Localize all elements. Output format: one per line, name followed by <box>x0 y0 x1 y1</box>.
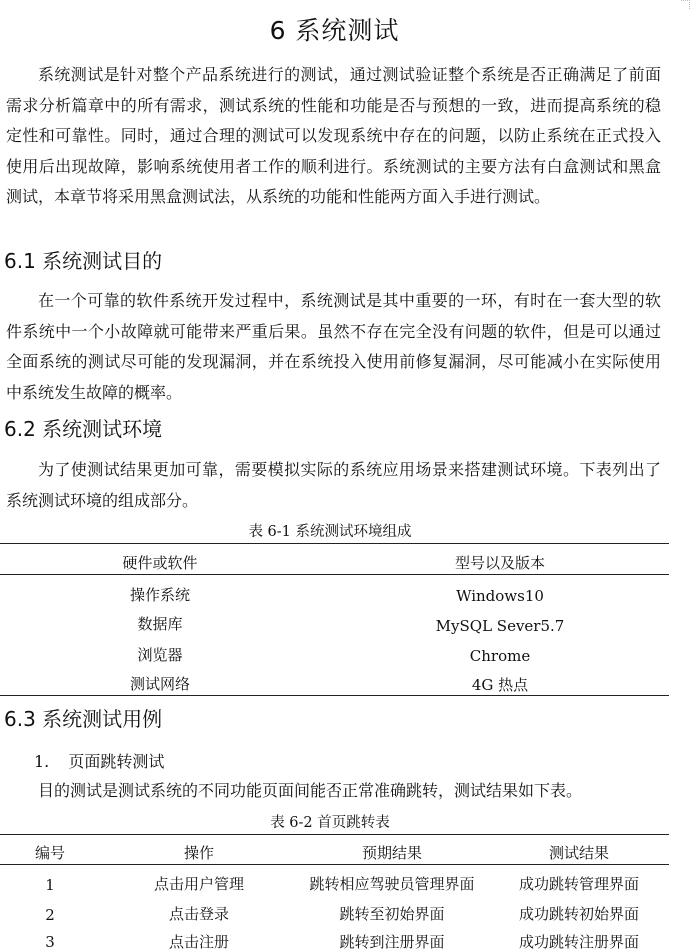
page-corner-mark <box>681 0 690 9</box>
table-cell: 点击用户管理 <box>153 875 244 893</box>
paragraph-6-3: 目的测试是测试系统的不同功能页面间能否正常准确跳转，测试结果如下表。 <box>38 781 583 800</box>
table-top-rule <box>0 543 669 544</box>
heading-6-1: 6.1 系统测试目的 <box>4 249 163 273</box>
table-6-1-caption: 表 6-1 系统测试环境组成 <box>248 524 412 540</box>
table-cell: 操作系统 <box>129 586 190 604</box>
intro-paragraph: 系统测试是针对整个产品系统进行的测试，通过测试验证整个系统是否正确满足了前面需求分析篇章中的所有需求，测试系统的性能和功能是否与预想的一致，进而提高系统的稳定性和可靠性。同时，通过合理的测试可以发现系统中存在的问题，以防止系统在正式投入使用后出现故障，影响系统使用者工作的顺利进行。系统测试的主要方法有白盒测试和黑盒测试，本章节将采用黑盒测试法，从系统的功能和性能两方面入手进行测试。 <box>6 65 661 206</box>
table-cell: 3 <box>45 933 55 951</box>
table-header: 硬件或软件 <box>122 554 198 572</box>
table-top-rule <box>0 834 669 835</box>
table-cell: 点击登录 <box>168 905 229 923</box>
table-cell: 2 <box>45 906 55 924</box>
table-cell: 跳转到注册界面 <box>339 933 445 951</box>
table-cell: 成功跳转初始界面 <box>518 905 639 923</box>
heading-6-2: 6.2 系统测试环境 <box>4 417 163 441</box>
table-cell: 测试网络 <box>129 675 190 693</box>
table-cell: Chrome <box>469 647 531 665</box>
table-header: 测试结果 <box>548 844 609 862</box>
table-6-2-caption: 表 6-2 首页跳转表 <box>270 815 390 831</box>
table-cell: MySQL Sever5.7 <box>435 617 565 635</box>
table-cell: 1 <box>45 876 55 894</box>
table-header: 编号 <box>34 844 65 862</box>
table-cell: 4G 热点 <box>471 676 529 694</box>
table-cell: Windows10 <box>456 587 544 605</box>
table-cell: 成功跳转注册界面 <box>518 933 639 951</box>
table-cell: 成功跳转管理界面 <box>518 875 639 893</box>
table-cell: 数据库 <box>137 615 183 633</box>
numbered-item <box>34 751 164 773</box>
table-cell: 点击注册 <box>168 933 229 951</box>
paragraph-6-1: 在一个可靠的软件系统开发过程中，系统测试是其中重要的一环，有时在一套大型的软件系统中一个小故障就可能带来严重后果。虽然不存在完全没有问题的软件，但是可以通过全面系统的测试尽可能的发现漏洞，并在系统投入使用前修复漏洞，尽可能减小在实际使用中系统发生故障的概率。 <box>6 291 661 402</box>
table-header: 操作 <box>183 844 214 862</box>
table-header: 预期结果 <box>361 844 422 862</box>
item-number: 1. <box>34 752 50 771</box>
table-cell: 浏览器 <box>137 646 183 664</box>
table-header: 型号以及版本 <box>454 554 545 572</box>
table-cell: 跳转至初始界面 <box>339 905 445 923</box>
table-cell: 跳转相应驾驶员管理界面 <box>309 875 475 893</box>
table-header-rule <box>0 864 669 865</box>
paragraph-6-2: 为了使测试结果更加可靠，需要模拟实际的系统应用场景来搭建测试环境。下表列出了系统测试环境的组成部分。 <box>6 460 661 510</box>
table-bottom-rule <box>0 695 669 696</box>
section-title: 6 系统测试 <box>269 16 400 45</box>
table-header-rule <box>0 574 669 575</box>
heading-6-3: 6.3 系统测试用例 <box>4 707 163 731</box>
item-label: 页面跳转测试 <box>68 752 165 771</box>
